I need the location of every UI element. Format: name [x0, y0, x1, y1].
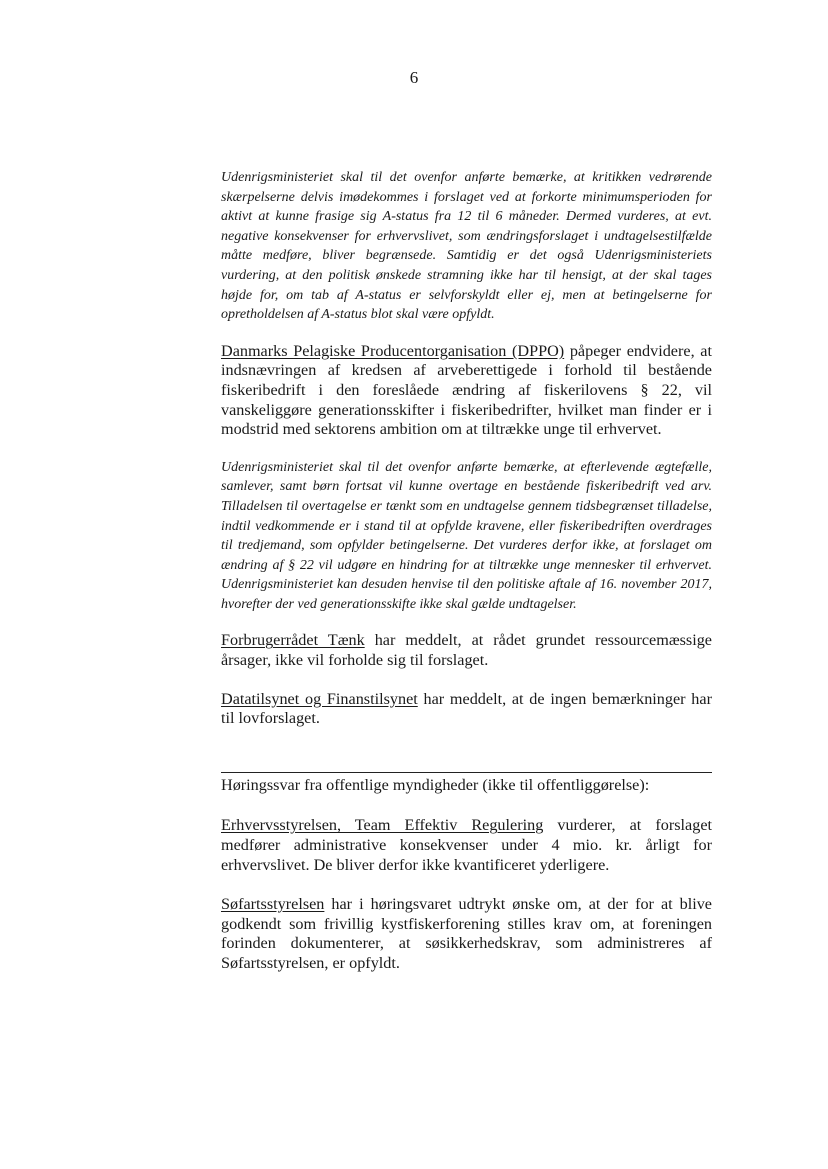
ministry-response-2: Udenrigsministeriet skal til det ovenfor anførte bemærke, at efterlevende ægtefælle, samlever, samt børn fortsat vil kunne overtage en bestående fiskeribedrift ved arv. Tilladelsen til overtagelse er tænkt som en undtagelse gennem tidsbegrænset tilladelse, indtil vedkommende er i stand til at opfylde kravene, eller fiskeribedriften overdrages til tredjemand, som opfylder betingelserne. Det vurderes derfor ikke, at forslaget om ændring af § 22 vil udgøre en hindring for at tiltrække unge mennesker til erhvervet. Udenrigsministeriet kan desuden henvise til den politiske aftale af 16. november 2017, hvorefter der ved generationsskifte ikke skal gælde undtagelser. [221, 459, 712, 612]
response-text: vurderer, at forslaget medfører administrative konsekvenser under 4 mio. kr. årligt for erhvervslivet. De bliver derfor ikke kvantificeret yderligere. [221, 816, 712, 874]
organization-name: Danmarks Pelagiske Producentorganisation (DPPO) [221, 341, 565, 360]
consultation-response-erhvervsstyrelsen [221, 816, 712, 875]
consultation-response-soefartsstyrelsen [221, 895, 712, 973]
response-text: har meddelt, at rådet grundet ressourcemæssige årsager, ikke vil forholde sig til forslaget. [221, 631, 712, 670]
organization-name: Søfartsstyrelsen [221, 895, 325, 914]
response-text: påpeger endvidere, at indsnævringen af kredsen af arveberettigede i forhold til bestående fiskeribedrift i den foreslåede ændring af fiskerilovens § 22, vil vanskeliggøre generationsskifter i fiskeribedrifter, hvilket man finder er i modstrid med sektorens ambition om at tiltrække unge til erhvervet. [221, 341, 712, 439]
ministry-response-1: Udenrigsministeriet skal til det ovenfor anførte bemærke, at kritikken vedrørende skærpelserne delvis imødekommes i forslaget ved at forkorte minimumsperioden for aktivt at kunne frasige sig A-status fra 12 til 6 måneder. Dermed vurderes, at evt. negative konsekvenser for erhvervslivet, som ændringsforslaget i undtagelsestilfælde måtte medføre, bliver begrænsede. Samtidig er det også Udenrigsministeriets vurdering, at den politisk ønskede stramning ikke har til hensigt, at der skal tages højde for, om tab af A-status er selvforskyldt eller ej, men at betingelserne for opretholdelsen af A-status blot skal være opfyldt. [221, 170, 712, 323]
consultation-response-dppo [221, 342, 712, 440]
organization-name: Erhvervsstyrelsen, Team Effektiv Regulering [221, 816, 544, 835]
section-heading: Høringssvar fra offentlige myndigheder (ikke til offentliggørelse): [221, 775, 650, 794]
consultation-response-datatilsynet [221, 690, 712, 729]
response-text: har meddelt, at de ingen bemærkninger har til lovforslaget. [221, 689, 712, 728]
document-body [221, 168, 712, 974]
response-text: har i høringsvaret udtrykt ønske om, at der for at blive godkendt som frivillig kystfiskerforening stilles krav om, at foreningen forinden dokumenterer, at søsikkerhedskrav, som administreres af Søfartsstyrelsen, er opfyldt. [221, 895, 712, 972]
page-number: 6 [409, 68, 419, 87]
organization-name: Forbrugerrådet Tænk [221, 631, 365, 650]
section-divider [221, 772, 712, 773]
consultation-response-forbrugerraadet [221, 631, 712, 670]
organization-name: Datatilsynet og Finanstilsynet [221, 689, 418, 708]
